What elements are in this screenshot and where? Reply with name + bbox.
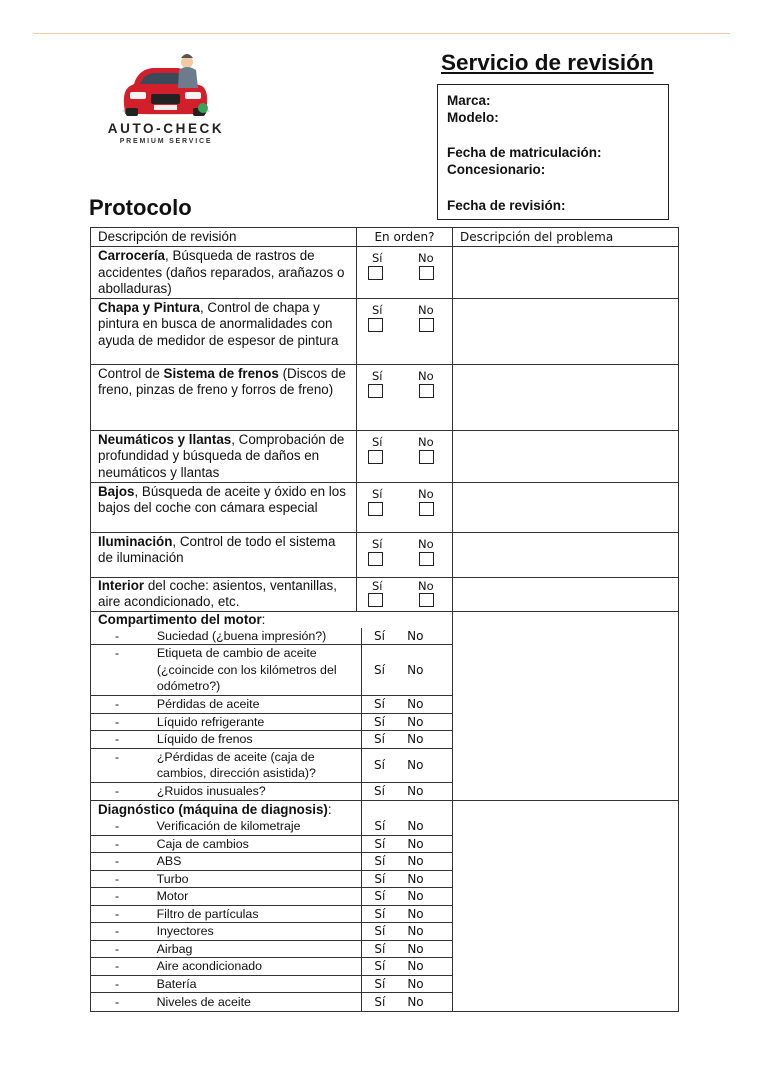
problem-cell[interactable]	[453, 577, 679, 611]
list-item: - Caja de cambios Sí No	[91, 835, 452, 853]
list-item: - Líquido de frenos Sí No	[91, 731, 452, 749]
list-item: - Batería Sí No	[91, 975, 452, 993]
list-item: - Aire acondicionado Sí No	[91, 958, 452, 976]
problem-cell[interactable]	[453, 247, 679, 299]
row-description: Control de Sistema de frenos (Discos de freno, pinzas de freno y forros de freno)	[91, 364, 357, 430]
list-item: - Airbag Sí No	[91, 940, 452, 958]
page-title: Servicio de revisión	[441, 50, 654, 75]
vehicle-info-box	[437, 84, 669, 220]
yes-checkbox[interactable]	[368, 318, 383, 332]
info-fecha-revision: Fecha de revisión:	[447, 198, 566, 213]
yes-no-cell: Sí No	[357, 482, 453, 532]
problem-cell[interactable]	[453, 532, 679, 577]
brand-tagline: PREMIUM SERVICE	[119, 138, 213, 145]
section-title: Protocolo	[89, 195, 192, 220]
table-row	[91, 577, 679, 611]
top-divider	[33, 33, 730, 34]
row-description: Iluminación, Control de todo el sistema de iluminación	[91, 532, 357, 577]
motor-section-title: Compartimento del motor:	[98, 611, 266, 627]
problem-cell[interactable]	[453, 801, 679, 1012]
motor-section	[91, 611, 679, 801]
list-item: - Etiqueta de cambio de aceite (¿coincide con los kilómetros del odómetro?) Sí No	[91, 645, 452, 696]
list-item: - ABS Sí No	[91, 853, 452, 871]
yes-checkbox[interactable]	[368, 593, 383, 607]
info-fecha-matriculacion: Fecha de matriculación:	[447, 145, 602, 160]
no-checkbox[interactable]	[419, 266, 434, 280]
row-description: Bajos, Búsqueda de aceite y óxido en los bajos del coche con cámara especial	[91, 482, 357, 532]
inspection-table	[90, 227, 679, 1012]
list-item: - Filtro de partículas Sí No	[91, 905, 452, 923]
problem-cell[interactable]	[453, 611, 679, 801]
problem-cell[interactable]	[453, 364, 679, 430]
table-header	[91, 228, 679, 247]
table-row	[91, 430, 679, 482]
problem-cell[interactable]	[453, 482, 679, 532]
yes-no-cell: Sí No	[357, 577, 453, 611]
motor-items	[91, 628, 452, 801]
table-row	[91, 482, 679, 532]
diag-section-title: Diagnóstico (máquina de diagnosis):	[98, 801, 332, 817]
no-checkbox[interactable]	[419, 552, 434, 566]
yes-no-cell: Sí No	[357, 364, 453, 430]
yes-checkbox[interactable]	[368, 384, 383, 398]
info-concesionario: Concesionario:	[447, 162, 546, 177]
header-description: Descripción de revisión	[91, 228, 357, 247]
list-item: - Suciedad (¿buena impresión?) Sí No	[115, 628, 424, 643]
diag-items	[91, 801, 452, 1011]
diag-title-row	[91, 801, 452, 818]
list-item: - Pérdidas de aceite Sí No	[91, 696, 452, 714]
list-item: - Líquido refrigerante Sí No	[91, 713, 452, 731]
yes-no-cell: Sí No	[357, 430, 453, 482]
diag-section	[91, 801, 679, 1012]
no-checkbox[interactable]	[419, 593, 434, 607]
list-item: - Turbo Sí No	[91, 870, 452, 888]
list-item: - ¿Ruidos inusuales? Sí No	[91, 782, 452, 800]
row-description: Neumáticos y llantas, Comprobación de profundidad y búsqueda de daños en neumáticos y llantas	[91, 430, 357, 482]
yes-checkbox[interactable]	[368, 266, 383, 280]
table-row	[91, 532, 679, 577]
header-problem: Descripción del problema	[453, 228, 679, 247]
yes-no-cell: Sí No	[357, 532, 453, 577]
no-checkbox[interactable]	[419, 318, 434, 332]
list-item: - Niveles de aceite Sí No	[91, 993, 452, 1011]
diag-section-body	[91, 801, 453, 1012]
motor-section-body	[91, 611, 453, 801]
no-checkbox[interactable]	[419, 502, 434, 516]
row-description: Interior del coche: asientos, ventanillas, aire acondicionado, etc.	[91, 577, 357, 611]
yes-checkbox[interactable]	[368, 552, 383, 566]
list-item: - Verificación de kilometraje Sí No	[115, 819, 424, 834]
problem-cell[interactable]	[453, 430, 679, 482]
header-in-order: En orden?	[357, 228, 453, 247]
problem-cell[interactable]	[453, 298, 679, 364]
list-item: - Motor Sí No	[91, 888, 452, 906]
list-item: - ¿Pérdidas de aceite (caja de cambios, dirección asistida)? Sí No	[91, 748, 452, 782]
info-modelo: Modelo:	[447, 110, 499, 125]
row-description: Chapa y Pintura, Control de chapa y pintura en busca de anormalidades con ayuda de medidor de espesor de pintura	[91, 298, 357, 364]
yes-no-cell: Sí No	[357, 247, 453, 299]
yes-checkbox[interactable]	[368, 502, 383, 516]
brand-name: AUTO-CHECK	[107, 121, 225, 136]
no-checkbox[interactable]	[419, 450, 434, 464]
yes-no-cell: Sí No	[357, 298, 453, 364]
list-item: - Inyectores Sí No	[91, 923, 452, 941]
table-row	[91, 298, 679, 364]
table-row	[91, 247, 679, 299]
row-description: Carrocería, Búsqueda de rastros de accidentes (daños reparados, arañazos o abolladuras)	[91, 247, 357, 299]
no-checkbox[interactable]	[419, 384, 434, 398]
info-marca: Marca:	[447, 93, 491, 108]
table-row	[91, 364, 679, 430]
yes-checkbox[interactable]	[368, 450, 383, 464]
